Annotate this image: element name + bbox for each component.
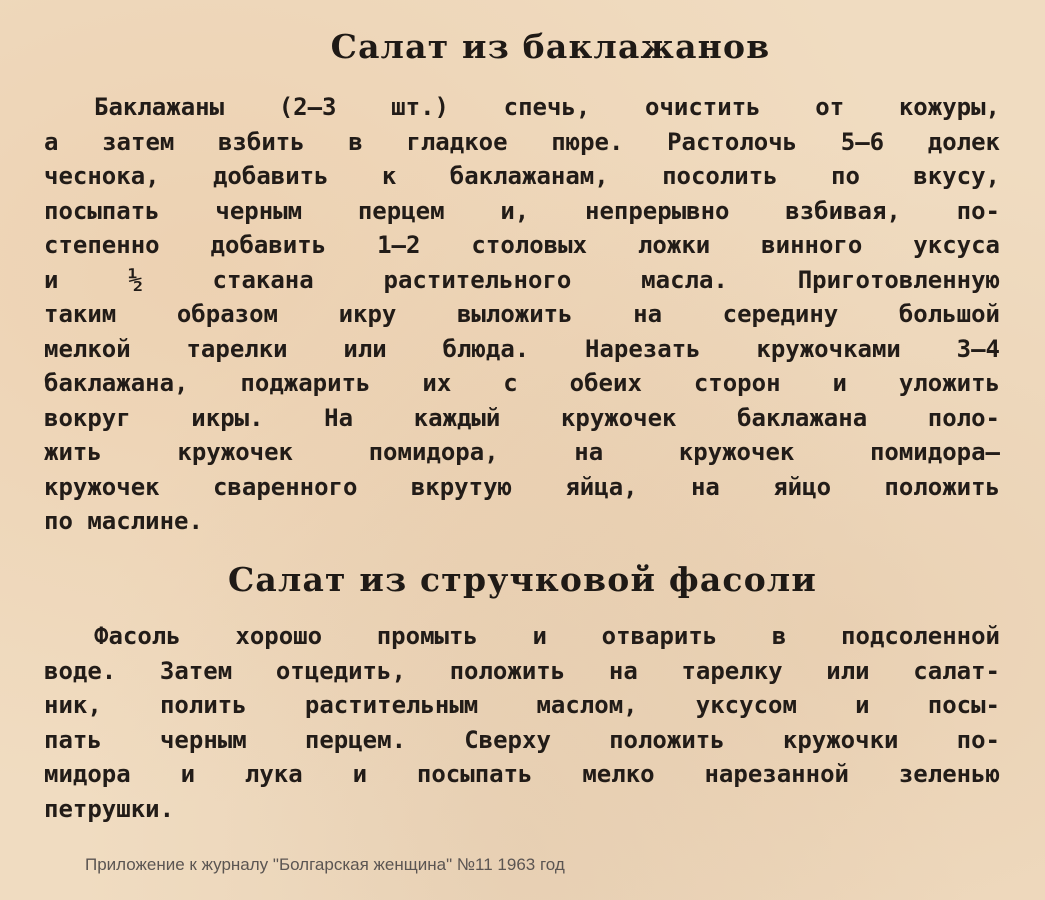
text-line: чеснока, добавить к баклажанам, посолить по вкусу, bbox=[44, 162, 1000, 190]
text-line: жить кружочек помидора, на кружочек помидора— bbox=[44, 438, 1000, 466]
recipe-text-green-bean-salad bbox=[44, 619, 1000, 826]
text-line: степенно добавить 1—2 столовых ложки винного уксуса bbox=[44, 231, 1000, 259]
source-caption: Приложение к журналу "Болгарская женщина" №11 1963 год bbox=[85, 855, 565, 874]
text-line: таким образом икру выложить на середину большой bbox=[44, 300, 1000, 328]
text-line: ник, полить растительным маслом, уксусом и посы- bbox=[44, 691, 1000, 719]
text-line: а затем взбить в гладкое пюре. Растолочь 5—6 долек bbox=[44, 127, 1000, 156]
recipe-text-eggplant-salad bbox=[44, 90, 1000, 539]
recipe-title-green-bean-salad: Салат из стручковой фасоли bbox=[227, 560, 818, 599]
text-line: воде. Затем отцедить, положить на тарелку или салат- bbox=[44, 656, 1000, 685]
text-line: пать черным перцем. Сверху положить кружочки по- bbox=[44, 725, 1000, 754]
text-line: кружочек сваренного вкрутую яйца, на яйцо положить bbox=[44, 472, 1000, 501]
text-line: мидора и лука и посыпать мелко нарезанной зеленью bbox=[44, 760, 1000, 788]
text-line: баклажана, поджарить их с обеих сторон и уложить bbox=[44, 369, 1000, 397]
text-line: петрушки. bbox=[44, 794, 175, 823]
text-line: вокруг икры. На каждый кружочек баклажана поло- bbox=[44, 403, 1000, 432]
text-line: и ½ стакана растительного масла. Приготовленную bbox=[44, 265, 1000, 294]
text-line: Баклажаны (2—3 шт.) спечь, очистить от кожуры, bbox=[94, 93, 1000, 121]
text-line: по маслине. bbox=[44, 507, 203, 535]
text-line: мелкой тарелки или блюда. Нарезать кружочками 3—4 bbox=[44, 334, 1000, 363]
recipe-title-eggplant-salad: Салат из баклажанов bbox=[330, 27, 771, 66]
text-line: посыпать черным перцем и, непрерывно взбивая, по- bbox=[44, 196, 1000, 225]
text-line: Фасоль хорошо промыть и отварить в подсоленной bbox=[94, 622, 1000, 650]
